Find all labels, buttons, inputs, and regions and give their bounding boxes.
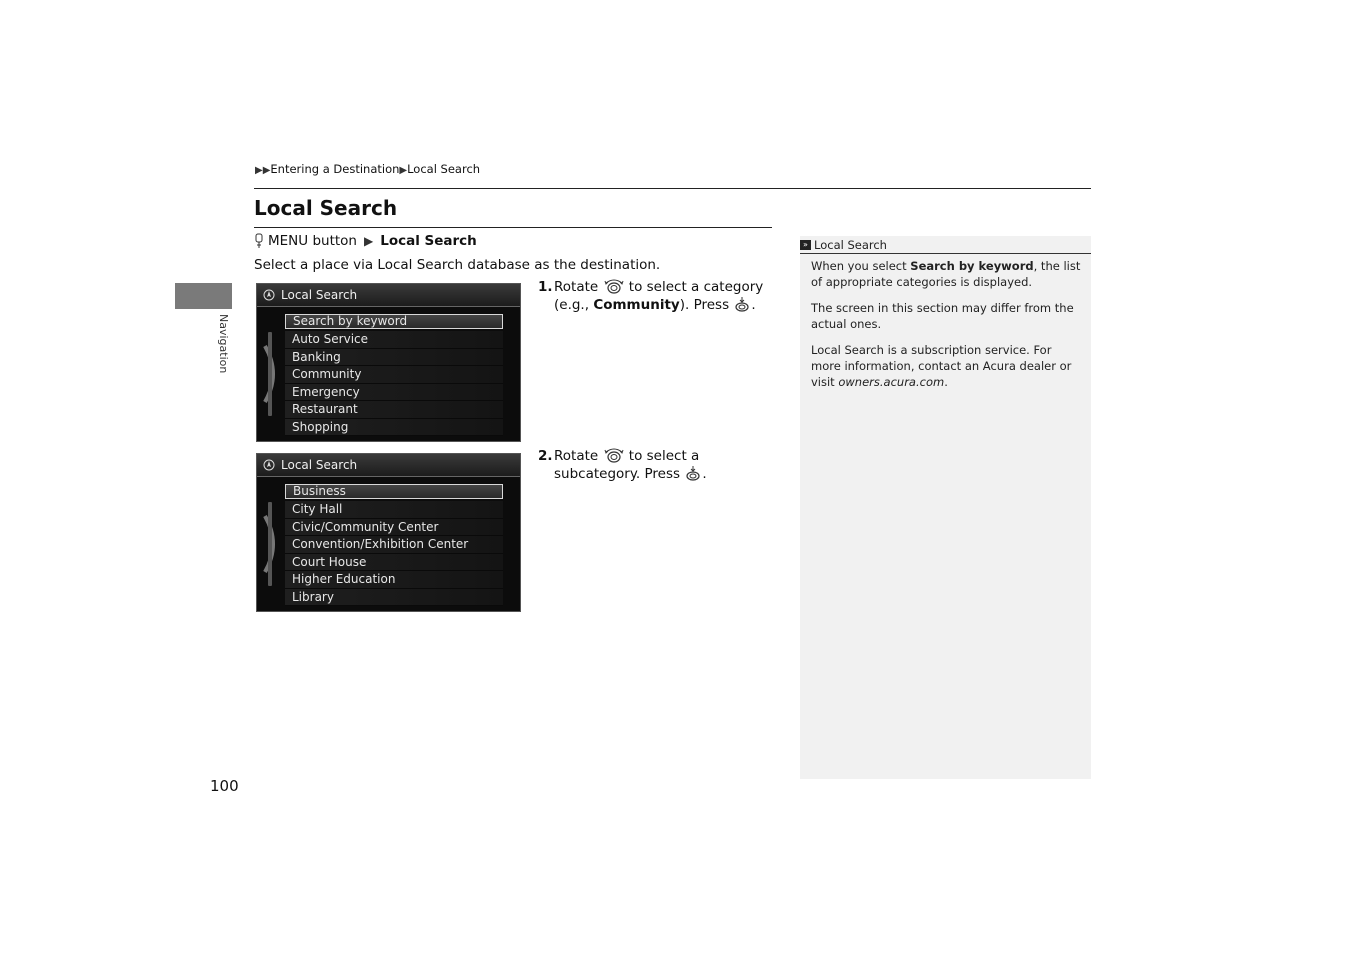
step-text-end: . [702,466,707,482]
subcategory-list [285,484,503,606]
step-text-rotate: Rotate [554,279,599,295]
note-text: Local Search is a subscription service. For more information, contact an Acura dealer or visit [811,343,1072,389]
note-paragraph-3 [811,342,1081,390]
breadcrumb-separator: ▶ [399,165,408,176]
breadcrumb-marker: ▶▶ [255,165,271,176]
note-sidebar [800,236,1091,779]
navigation-icon [263,459,275,471]
breadcrumb-part-local-search: Local Search [407,162,481,176]
note-text-search-by-keyword: Search by keyword [910,259,1034,273]
list-item-banking: Banking [285,349,503,367]
top-divider [254,188,1091,189]
list-item-restaurant: Restaurant [285,401,503,419]
navigation-icon [263,289,275,301]
page-number: 100 [210,777,239,795]
list-item-higher-education: Higher Education [285,571,503,589]
screen-header-title: Local Search [281,458,358,472]
breadcrumb [255,162,480,176]
step-number: 2. [538,448,553,464]
step-1 [538,278,770,314]
screenshot-subcategory-list [256,453,521,612]
list-item-community: Community [285,366,503,384]
screen-header-title: Local Search [281,288,358,302]
note-link-owners-acura: owners.acura.com [838,375,945,389]
interface-dial-rotate-icon [603,278,625,294]
step-text-rotate: Rotate [554,448,599,464]
note-text: , the list of appropriate categories is displayed. [811,259,1081,289]
scrollbar [268,502,272,586]
list-item-emergency: Emergency [285,384,503,402]
section-tab-marker [175,283,232,309]
menu-path-target: Local Search [380,233,477,249]
intro-text: Select a place via Local Search database as the destination. [254,257,661,273]
category-list [285,314,503,436]
screen-header [257,284,520,307]
step-2 [538,447,778,483]
title-divider [254,227,772,228]
note-body [800,254,1091,390]
menu-path [254,233,477,249]
scrollbar [268,332,272,416]
interface-dial-press-icon [684,465,702,481]
interface-dial-press-icon [733,296,751,312]
note-paragraph-2: The screen in this section may differ from the actual ones. [811,301,1074,331]
screen-header [257,454,520,477]
step-text-press: ). Press [679,297,730,313]
note-chevron-icon: » [800,240,811,250]
list-item-library: Library [285,589,503,607]
list-item-court-house: Court House [285,554,503,572]
list-item-shopping: Shopping [285,419,503,437]
screenshot-category-list [256,283,521,442]
step-text-select-category: to select a category (e.g., [554,279,764,313]
section-tab-label: Navigation [217,314,230,374]
note-paragraph-1 [811,258,1081,290]
scroll-arc-icon [261,344,283,404]
breadcrumb-part-entering-destination: Entering a Destination [270,162,400,176]
note-header-title: Local Search [814,237,887,252]
menu-button-label: MENU button [268,233,357,249]
menu-path-separator: ▶ [363,234,374,248]
note-header [800,236,1091,254]
step-number: 1. [538,279,553,295]
menu-button-icon [254,233,264,249]
list-item-civic-community-center: Civic/Community Center [285,519,503,537]
interface-dial-rotate-icon [603,447,625,463]
list-item-business: Business [285,484,503,499]
page-title: Local Search [254,196,398,220]
list-item-auto-service: Auto Service [285,331,503,349]
step-text-community: Community [593,297,680,313]
list-item-search-by-keyword: Search by keyword [285,314,503,329]
step-text-select-subcategory: to select a subcategory. Press [554,448,700,482]
note-text: . [944,375,948,389]
list-item-convention-exhibition-center: Convention/Exhibition Center [285,536,503,554]
note-text: When you select [811,259,907,273]
step-text-end: . [751,297,756,313]
list-item-city-hall: City Hall [285,501,503,519]
scroll-arc-icon [261,514,283,574]
